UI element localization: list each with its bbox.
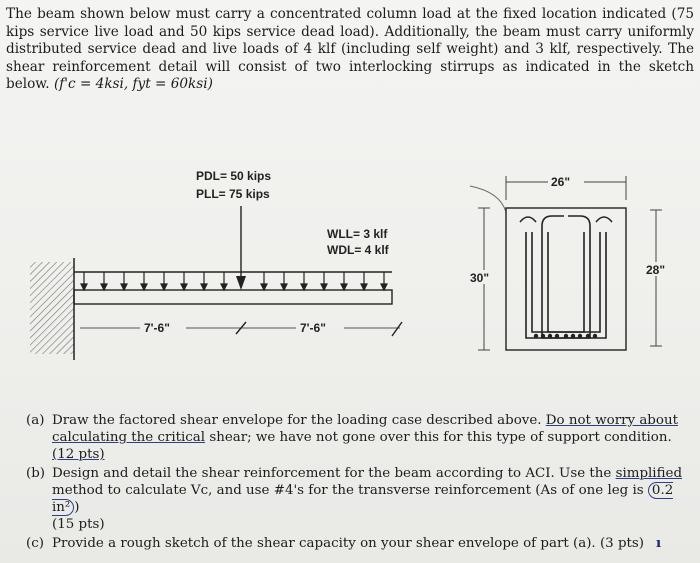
live-distributed-load-label: WLL= 3 klf xyxy=(327,227,388,241)
width-label: 26" xyxy=(551,175,571,189)
live-point-load-label: PLL= 75 kips xyxy=(196,187,270,201)
beam-figure xyxy=(0,150,700,370)
question-body xyxy=(52,465,694,533)
question-text: Design and detail the shear reinforcement for the beam according to ACI. Use the xyxy=(52,466,616,481)
question-list xyxy=(26,412,694,554)
question-b xyxy=(26,465,694,533)
problem-statement xyxy=(6,6,694,94)
dead-point-load-label: PDL= 50 kips xyxy=(196,169,272,183)
fixed-support xyxy=(30,262,74,354)
height-label: 30" xyxy=(470,271,490,285)
question-text: Provide a rough sketch of the shear capacity on your shear envelope of part (a). xyxy=(52,536,600,551)
material-properties: (f'c = 4ksi, fyt = 60ksi) xyxy=(53,76,213,92)
left-span-label: 7'-6" xyxy=(144,321,170,335)
dead-distributed-load-label: WDL= 4 klf xyxy=(327,243,389,257)
longitudinal-bars xyxy=(534,334,597,338)
question-body xyxy=(52,535,694,552)
question-tag: (a) xyxy=(26,413,45,428)
effective-depth-label: 28" xyxy=(646,263,666,277)
question-tag: (c) xyxy=(26,536,44,551)
question-text: ) xyxy=(74,500,80,515)
problem-text: The beam shown below must carry a concentrated column load at the fixed location indicated (75 kips service live load and 50 kips service dead load). Additionally, the beam must carry uniformly distributed service dead and live loads of 4 klf (including self weight) and 3 klf, respectively. The shear reinforcement detail will consist of two interlocking stirrups as indicated in the sketch below. xyxy=(6,6,694,92)
underlined-text: simplified xyxy=(615,466,683,481)
distributed-load-arrows xyxy=(81,272,387,290)
question-c xyxy=(26,535,694,552)
beam-sketch xyxy=(0,150,700,370)
question-text: shear; we have not gone over this for this type of support condition. xyxy=(205,430,672,445)
pen-mark: ı xyxy=(656,535,662,551)
right-span-label: 7'-6" xyxy=(300,321,326,335)
points-label: (15 pts) xyxy=(52,517,105,532)
question-body xyxy=(52,412,694,463)
question-tag: (b) xyxy=(26,466,46,481)
beam xyxy=(74,290,392,304)
question-text: Draw the factored shear envelope for the loading case described above. xyxy=(52,413,546,428)
cross-section xyxy=(506,208,626,350)
question-text: method to calculate Vc, and use #4's for the transverse reinforcement (As of one leg is xyxy=(52,483,648,498)
points-label: (3 pts) xyxy=(599,536,644,551)
circled-value: 0.2 in² xyxy=(52,483,674,515)
question-a xyxy=(26,412,694,463)
points-label: (12 pts) xyxy=(52,447,105,462)
underlined-text: Do not worry about calculating the critical xyxy=(52,413,678,445)
interlocking-stirrups xyxy=(520,216,612,338)
